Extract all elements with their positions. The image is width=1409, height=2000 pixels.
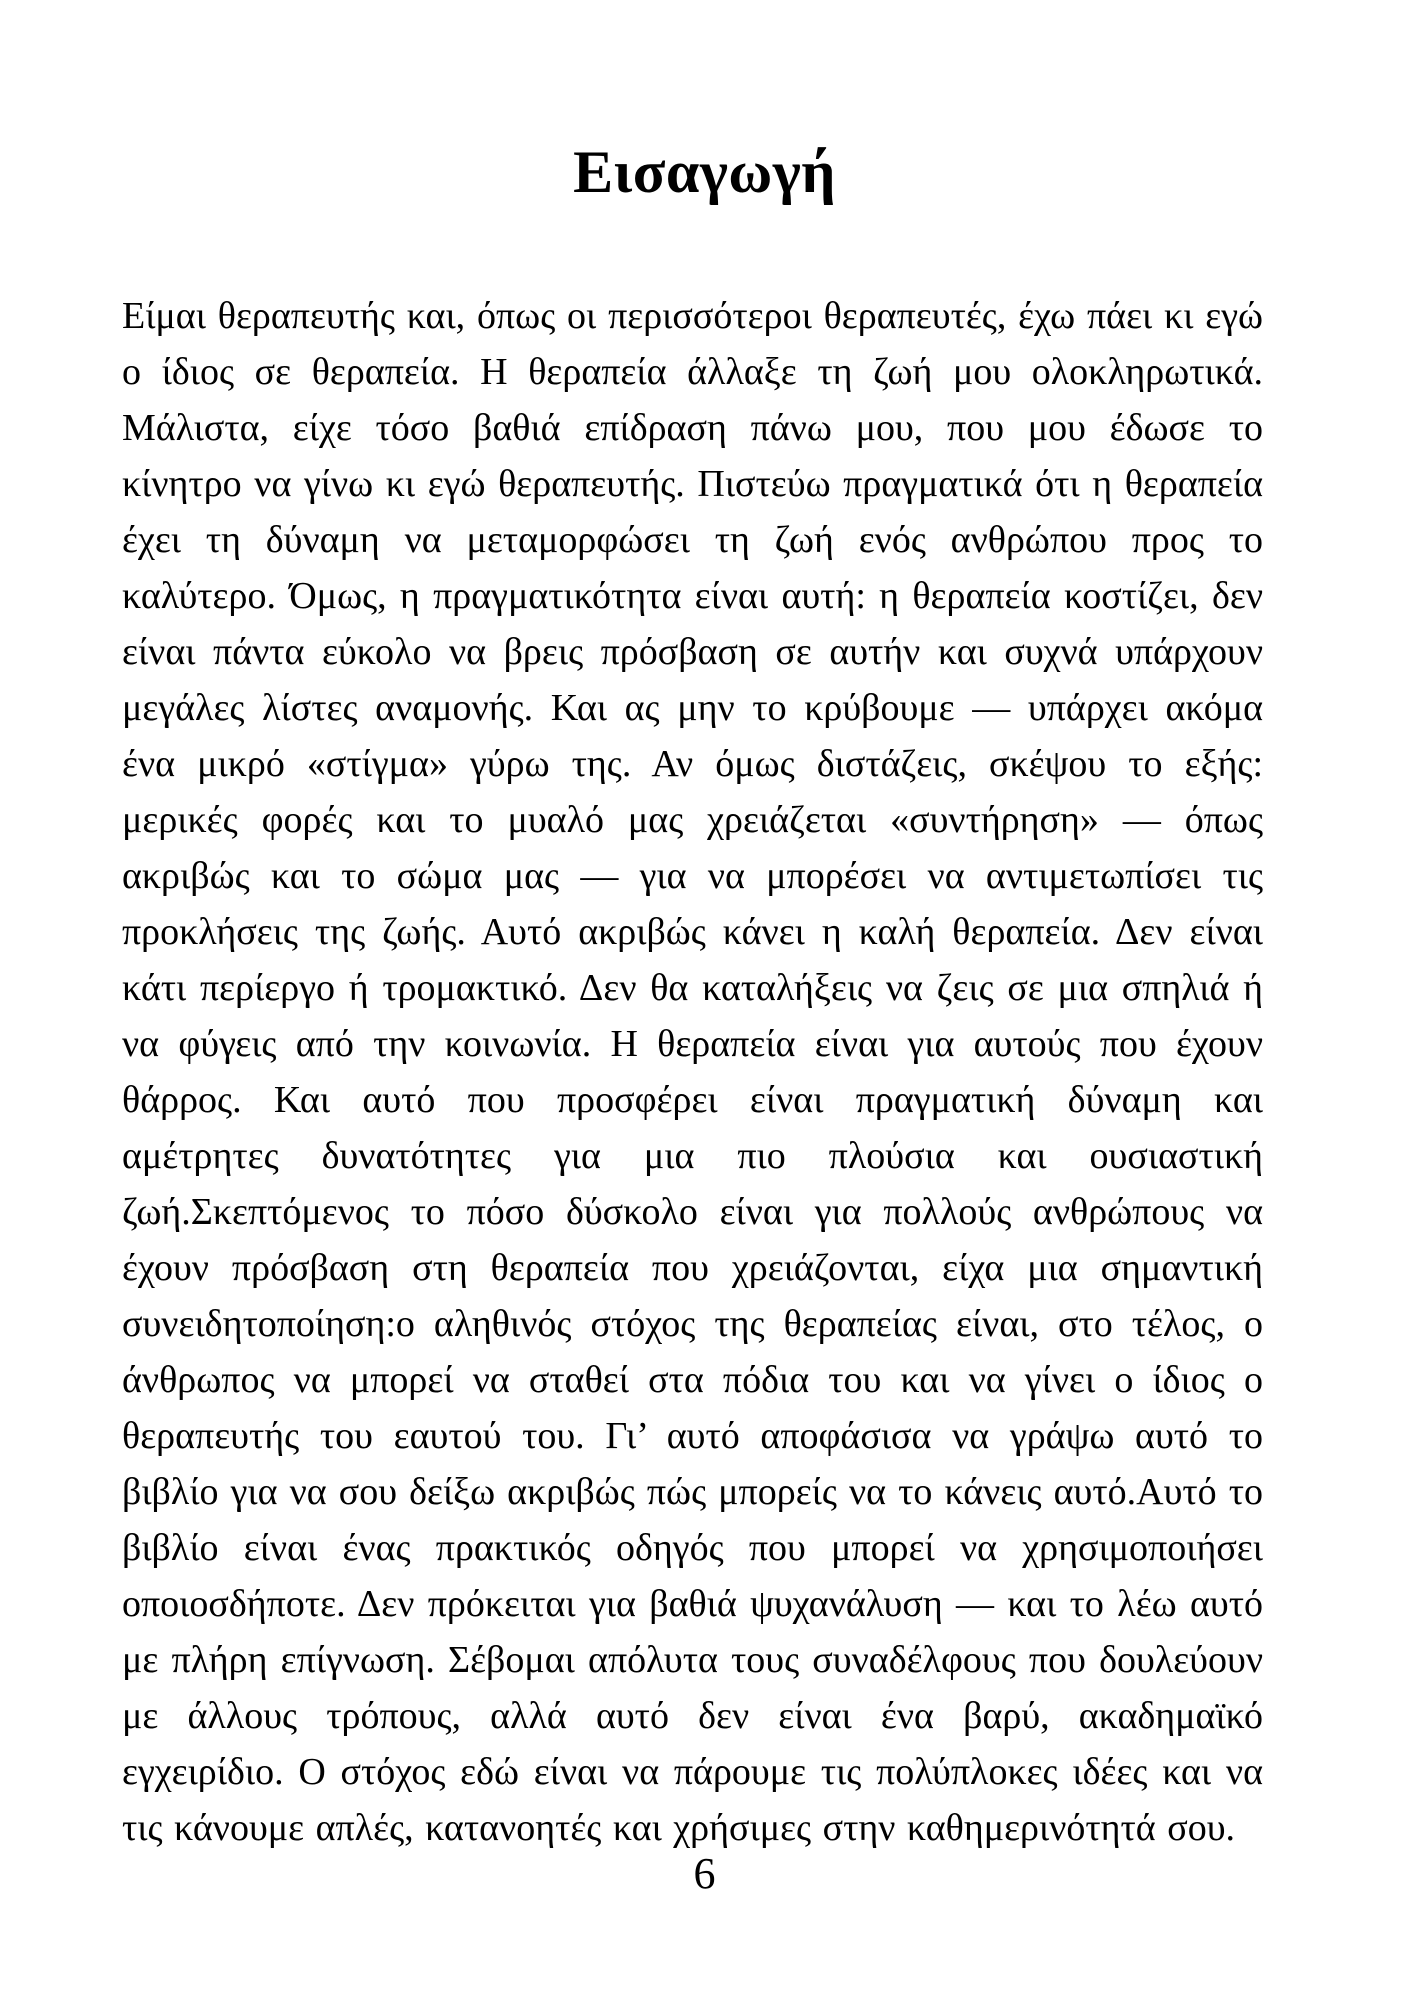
body-paragraph: Είμαι θεραπευτής και, όπως οι περισσότεροι θεραπευτές, έχω πάει κι εγώ ο ίδιος σε θεραπεία. Η θεραπεία άλλαξε τη ζωή μου ολοκληρωτικά. Μάλιστα, είχε τόσο βαθιά επίδραση πάνω μου, που μου έδωσε το κίνητρο να γίνω κι εγώ θεραπευτής. Πιστεύω πραγματικά ότι η θεραπεία έχει τη δύναμη να μεταμορφώσει τη ζωή ενός ανθρώπου προς το καλύτερο. Όμως, η πραγματικότητα είναι αυτή: η θεραπεία κοστίζει, δεν είναι πάντα εύκολο να βρεις πρόσβαση σε αυτήν και συχνά υπάρχουν μεγάλες λίστες αναμονής. Και ας μην το κρύβουμε — υπάρχει ακόμα ένα μικρό «στίγμα» γύρω της. Αν όμως διστάζεις, σκέψου το εξής: μερικές φορές και το μυαλό μας χρειάζεται «συντήρηση» — όπως ακριβώς και το σώμα μας — για να μπορέσει να αντιμετωπίσει τις προκλήσεις της ζωής. Αυτό ακριβώς κάνει η καλή θεραπεία. Δεν είναι κάτι περίεργο ή τρομακτικό. Δεν θα καταλήξεις να ζεις σε μια σπηλιά ή να φύγεις από την κοινωνία. Η θεραπεία είναι για αυτούς που έχουν θάρρος. Και αυτό που προσφέρει είναι πραγματική δύναμη και αμέτρητες δυνατότητες για μια πιο πλούσια και ουσιαστική ζωή.Σκεπτόμενος το πόσο δύσκολο είναι για πολλούς ανθρώπους να έχουν πρόσβαση στη θεραπεία που χρειάζονται, είχα μια σημαντική συνειδητοποίηση:ο αληθινός στόχος της θεραπείας είναι, στο τέλος, ο άνθρωπος να μπορεί να σταθεί στα πόδια του και να γίνει ο ίδιος ο θεραπευτής του εαυτού του. Γι’ αυτό αποφάσισα να γράψω αυτό το βιβλίο για να σου δείξω ακριβώς πώς μπορείς να το κάνεις αυτό.Αυτό το βιβλίο είναι ένας πρακτικός οδηγός που μπορεί να χρησιμοποιήσει οποιοσδήποτε. Δεν πρόκειται για βαθιά ψυχανάλυση — και το λέω αυτό με πλήρη επίγνωση. Σέβομαι απόλυτα τους συναδέλφους που δουλεύουν με άλλους τρόπους, αλλά αυτό δεν είναι ένα βαρύ, ακαδημαϊκό εγχειρίδιο. Ο στόχος εδώ είναι να πάρουμε τις πολύπλοκες ιδέες και να τις κάνουμε απλές, κατανοητές και χρήσιμες στην καθημερινότητά σου. — [122, 295, 1263, 1849]
page-number: 6 — [693, 1849, 716, 1898]
chapter-title: Εισαγωγή — [573, 139, 836, 205]
